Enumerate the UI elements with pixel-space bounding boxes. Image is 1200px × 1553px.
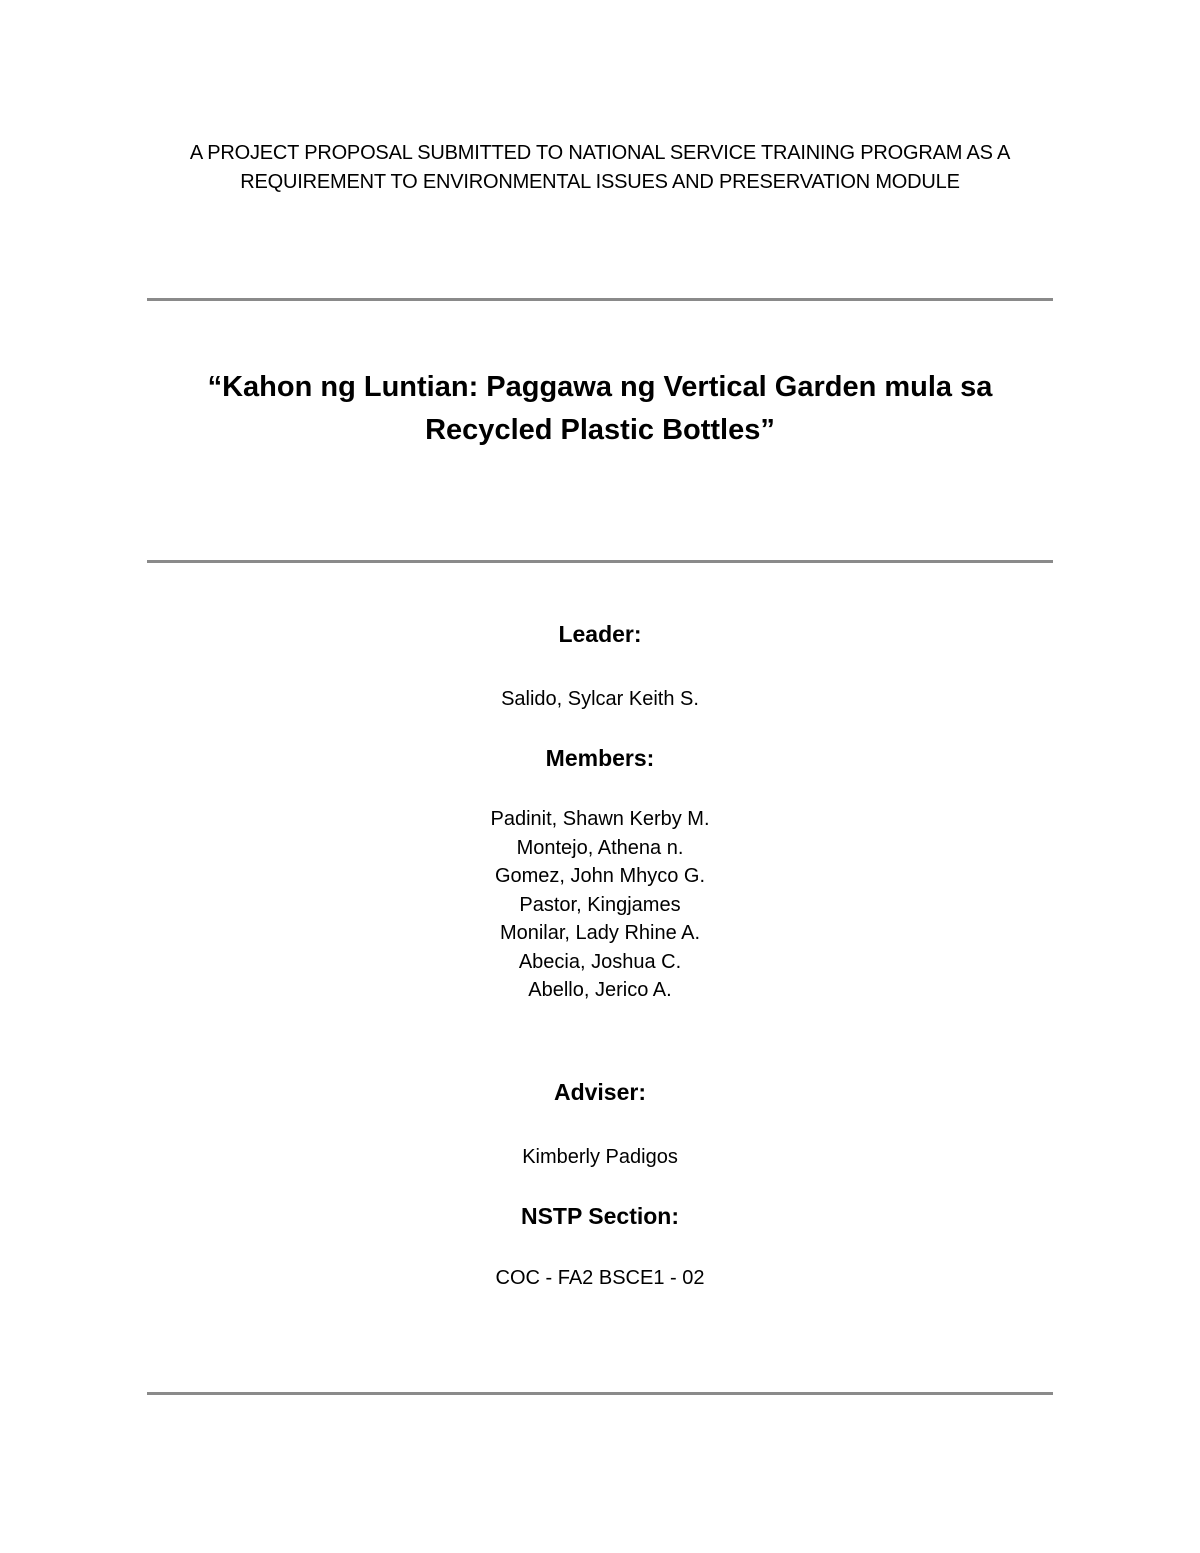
project-title <box>100 366 1100 452</box>
member-name: Montejo, Athena n. <box>516 836 684 859</box>
header-line-1: A PROJECT PROPOSAL SUBMITTED TO NATIONAL SERVICE TRAINING PROGRAM AS A <box>189 142 1011 164</box>
leader-name: Salido, Sylcar Keith S. <box>501 688 699 710</box>
divider-middle <box>147 560 1053 563</box>
members-label: Members: <box>545 745 655 771</box>
adviser-label: Adviser: <box>553 1079 647 1105</box>
member-name: Padinit, Shawn Kerby M. <box>490 808 710 830</box>
section-label: NSTP Section: <box>520 1203 680 1229</box>
adviser-name: Kimberly Padigos <box>522 1146 678 1168</box>
members-list <box>100 805 1100 1005</box>
title-line-2: Recycled Plastic Bottles” <box>425 414 775 446</box>
divider-top <box>147 298 1053 301</box>
title-line-1: “Kahon ng Luntian: Paggawa ng Vertical Garden mula sa <box>207 371 993 403</box>
leader-label: Leader: <box>558 621 642 647</box>
proposal-header <box>100 139 1100 197</box>
member-name: Abello, Jerico A. <box>528 979 672 1001</box>
header-line-2: REQUIREMENT TO ENVIRONMENTAL ISSUES AND PRESERVATION MODULE <box>240 171 960 193</box>
member-name: Abecia, Joshua C. <box>518 950 682 973</box>
section-value: COC - FA2 BSCE1 - 02 <box>495 1267 705 1289</box>
member-name: Pastor, Kingjames <box>519 893 681 916</box>
member-name: Monilar, Lady Rhine A. <box>499 922 701 944</box>
divider-bottom <box>147 1392 1053 1395</box>
member-name: Gomez, John Mhyco G. <box>494 865 706 887</box>
